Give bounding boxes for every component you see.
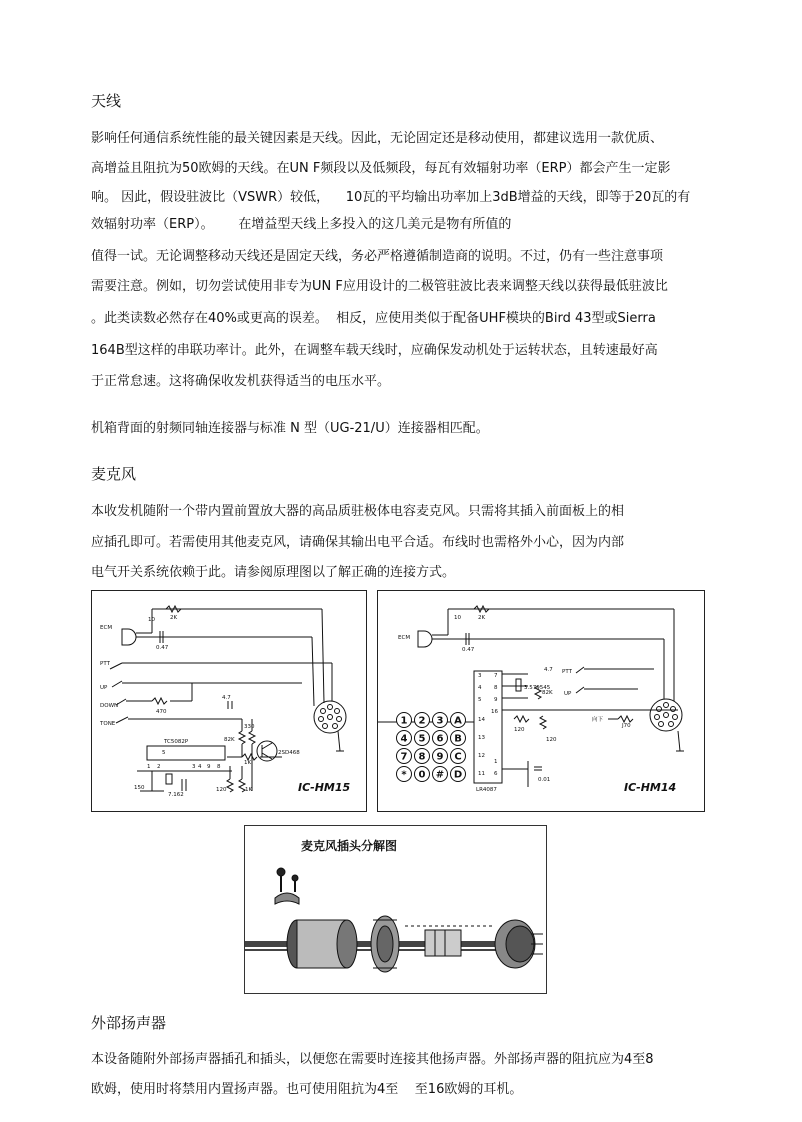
svg-text:DOWN: DOWN — [100, 703, 119, 709]
antenna-line-8: 164B型这样的串联功率计。此外，在调整车载天线时，应确保发动机处于运转状态，且转速最好高 — [91, 343, 658, 358]
keypad-key-label-13: 0 — [418, 769, 426, 781]
keypad-key-label-14: # — [435, 769, 445, 781]
svg-text:2SD468: 2SD468 — [278, 750, 300, 756]
schematic-ic-hm15 — [91, 590, 367, 812]
svg-text:9: 9 — [494, 697, 498, 703]
svg-text:6: 6 — [494, 771, 498, 777]
svg-text:120: 120 — [514, 727, 525, 733]
keypad-key-label-12: * — [401, 769, 407, 781]
keypad-key-label-9: 8 — [418, 751, 426, 763]
svg-text:2: 2 — [157, 764, 161, 770]
svg-text:150: 150 — [134, 785, 145, 791]
microphone-line-1: 本收发机随附一个带内置前置放大器的高品质驻极体电容麦克风。只需将其插入前面板上的相 — [91, 504, 625, 519]
keypad-key-label-7: B — [454, 733, 462, 745]
keypad-key-label-15: D — [453, 769, 463, 781]
svg-text:3: 3 — [192, 764, 196, 770]
keypad-key-label-3: A — [454, 715, 462, 727]
svg-text:LR4087: LR4087 — [476, 787, 497, 793]
hm15-ecm-label: ECM — [100, 625, 113, 631]
svg-text:82K: 82K — [542, 690, 553, 696]
svg-text:5: 5 — [162, 750, 166, 756]
svg-text:5: 5 — [478, 697, 482, 703]
svg-text:向下: 向下 — [592, 717, 604, 723]
svg-text:0.47: 0.47 — [156, 645, 169, 651]
keypad-key-label-5: 5 — [418, 733, 426, 745]
keypad-key-label-4: 4 — [400, 733, 408, 745]
antenna-line-3: 响。 因此，假设驻波比（VSWR）较低， 10瓦的平均输出功率加上3dB增益的天线，即等于20瓦的有 — [91, 190, 691, 205]
antenna-line-1: 影响任何通信系统性能的最关键因素是天线。因此，无论固定还是移动使用，都建议选用一款优质、 — [91, 131, 664, 146]
keypad-key-label-8: 7 — [400, 751, 408, 763]
svg-text:UP: UP — [100, 685, 108, 691]
antenna-line-7: 。此类读数必然存在40%或更高的误差。 相反，应使用类似于配备UHF模块的Bird 43型或Sierra — [91, 311, 656, 326]
svg-text:0.01: 0.01 — [538, 777, 551, 783]
keypad-key-label-6: 6 — [436, 733, 444, 745]
svg-text:8: 8 — [494, 685, 498, 691]
svg-text:J70: J70 — [622, 723, 631, 729]
svg-text:2K: 2K — [170, 615, 178, 621]
svg-text:120: 120 — [216, 787, 227, 793]
speaker-heading: 外部扬声器 — [91, 1014, 167, 1032]
svg-text:ECM: ECM — [398, 635, 411, 641]
keypad-key-label-10: 9 — [436, 751, 444, 763]
svg-text:1: 1 — [147, 764, 151, 770]
svg-text:330: 330 — [244, 724, 255, 730]
svg-text:4.7: 4.7 — [544, 667, 553, 673]
svg-text:TONE: TONE — [100, 721, 116, 727]
svg-text:TC5082P: TC5082P — [164, 739, 189, 745]
svg-text:12: 12 — [478, 753, 485, 759]
hm15-model-label: IC-HM15 — [298, 781, 351, 794]
speaker-line-2: 欧姆，使用时将禁用内置扬声器。也可使用阻抗为4至 至16欧姆的耳机。 — [91, 1082, 523, 1097]
plug-caption: 麦克风插头分解图 — [301, 839, 398, 853]
svg-text:16: 16 — [491, 709, 498, 715]
svg-text:11: 11 — [478, 771, 485, 777]
antenna-line-2: 高增益且阻抗为50欧姆的天线。在UN F频段以及低频段，每瓦有效辐射功率（ERP）都会产生一定影 — [91, 161, 671, 176]
svg-text:PTT: PTT — [562, 669, 572, 675]
svg-text:13: 13 — [478, 735, 485, 741]
antenna-line-4: 效辐射功率（ERP）。 在增益型天线上多投入的这几美元是物有所值的 — [91, 217, 512, 232]
svg-text:9: 9 — [207, 764, 211, 770]
svg-text:7: 7 — [494, 673, 498, 679]
svg-text:10: 10 — [454, 615, 461, 621]
svg-text:4: 4 — [478, 685, 482, 691]
svg-text:7.162: 7.162 — [168, 792, 184, 798]
antenna-line-6: 需要注意。例如，切勿尝试使用非专为UN F应用设计的二极管驻波比表来调整天线以获得最低驻波比 — [91, 279, 668, 294]
svg-text:UP: UP — [564, 691, 572, 697]
hm14-model-label: IC-HM14 — [624, 781, 677, 794]
antenna-line-5: 值得一试。无论调整移动天线还是固定天线，务必严格遵循制造商的说明。不过，仍有一些注意事项 — [91, 249, 664, 264]
keypad-key-label-0: 1 — [400, 715, 408, 727]
svg-text:470: 470 — [156, 709, 167, 715]
svg-text:4.7: 4.7 — [222, 695, 231, 701]
svg-text:8: 8 — [217, 764, 221, 770]
keypad-key-label-2: 3 — [436, 715, 444, 727]
svg-text:3: 3 — [478, 673, 482, 679]
microphone-line-2: 应插孔即可。若需使用其他麦克风，请确保其输出电平合适。布线时也需格外小心，因为内部 — [91, 535, 625, 550]
antenna-line-9: 于正常怠速。这将确保收发机获得适当的电压水平。 — [91, 374, 391, 389]
mic-plug-exploded-view — [244, 825, 547, 994]
keypad-key-label-1: 2 — [418, 715, 426, 727]
svg-text:0.47: 0.47 — [462, 647, 475, 653]
schematic-ic-hm14 — [377, 590, 705, 812]
svg-text:PTT: PTT — [100, 661, 110, 667]
svg-text:1: 1 — [494, 759, 498, 765]
svg-text:14: 14 — [478, 717, 485, 723]
svg-text:4: 4 — [198, 764, 202, 770]
microphone-line-3: 电气开关系统依赖于此。请参阅原理图以了解正确的连接方式。 — [91, 565, 456, 580]
keypad-key-label-11: C — [454, 751, 462, 763]
connector-note: 机箱背面的射频同轴连接器与标准 N 型（UG-21/U）连接器相匹配。 — [91, 421, 489, 436]
speaker-line-1: 本设备随附外部扬声器插孔和插头，以便您在需要时连接其他扬声器。外部扬声器的阻抗应为4至8 — [91, 1052, 654, 1067]
svg-text:1K: 1K — [244, 760, 252, 766]
svg-text:1K: 1K — [245, 787, 253, 793]
svg-text:3.579545: 3.579545 — [524, 685, 551, 691]
antenna-heading: 天线 — [91, 92, 122, 110]
svg-text:2K: 2K — [478, 615, 486, 621]
svg-text:82K: 82K — [224, 737, 235, 743]
svg-text:10: 10 — [148, 617, 155, 623]
microphone-heading: 麦克风 — [91, 465, 137, 483]
svg-text:120: 120 — [546, 737, 557, 743]
